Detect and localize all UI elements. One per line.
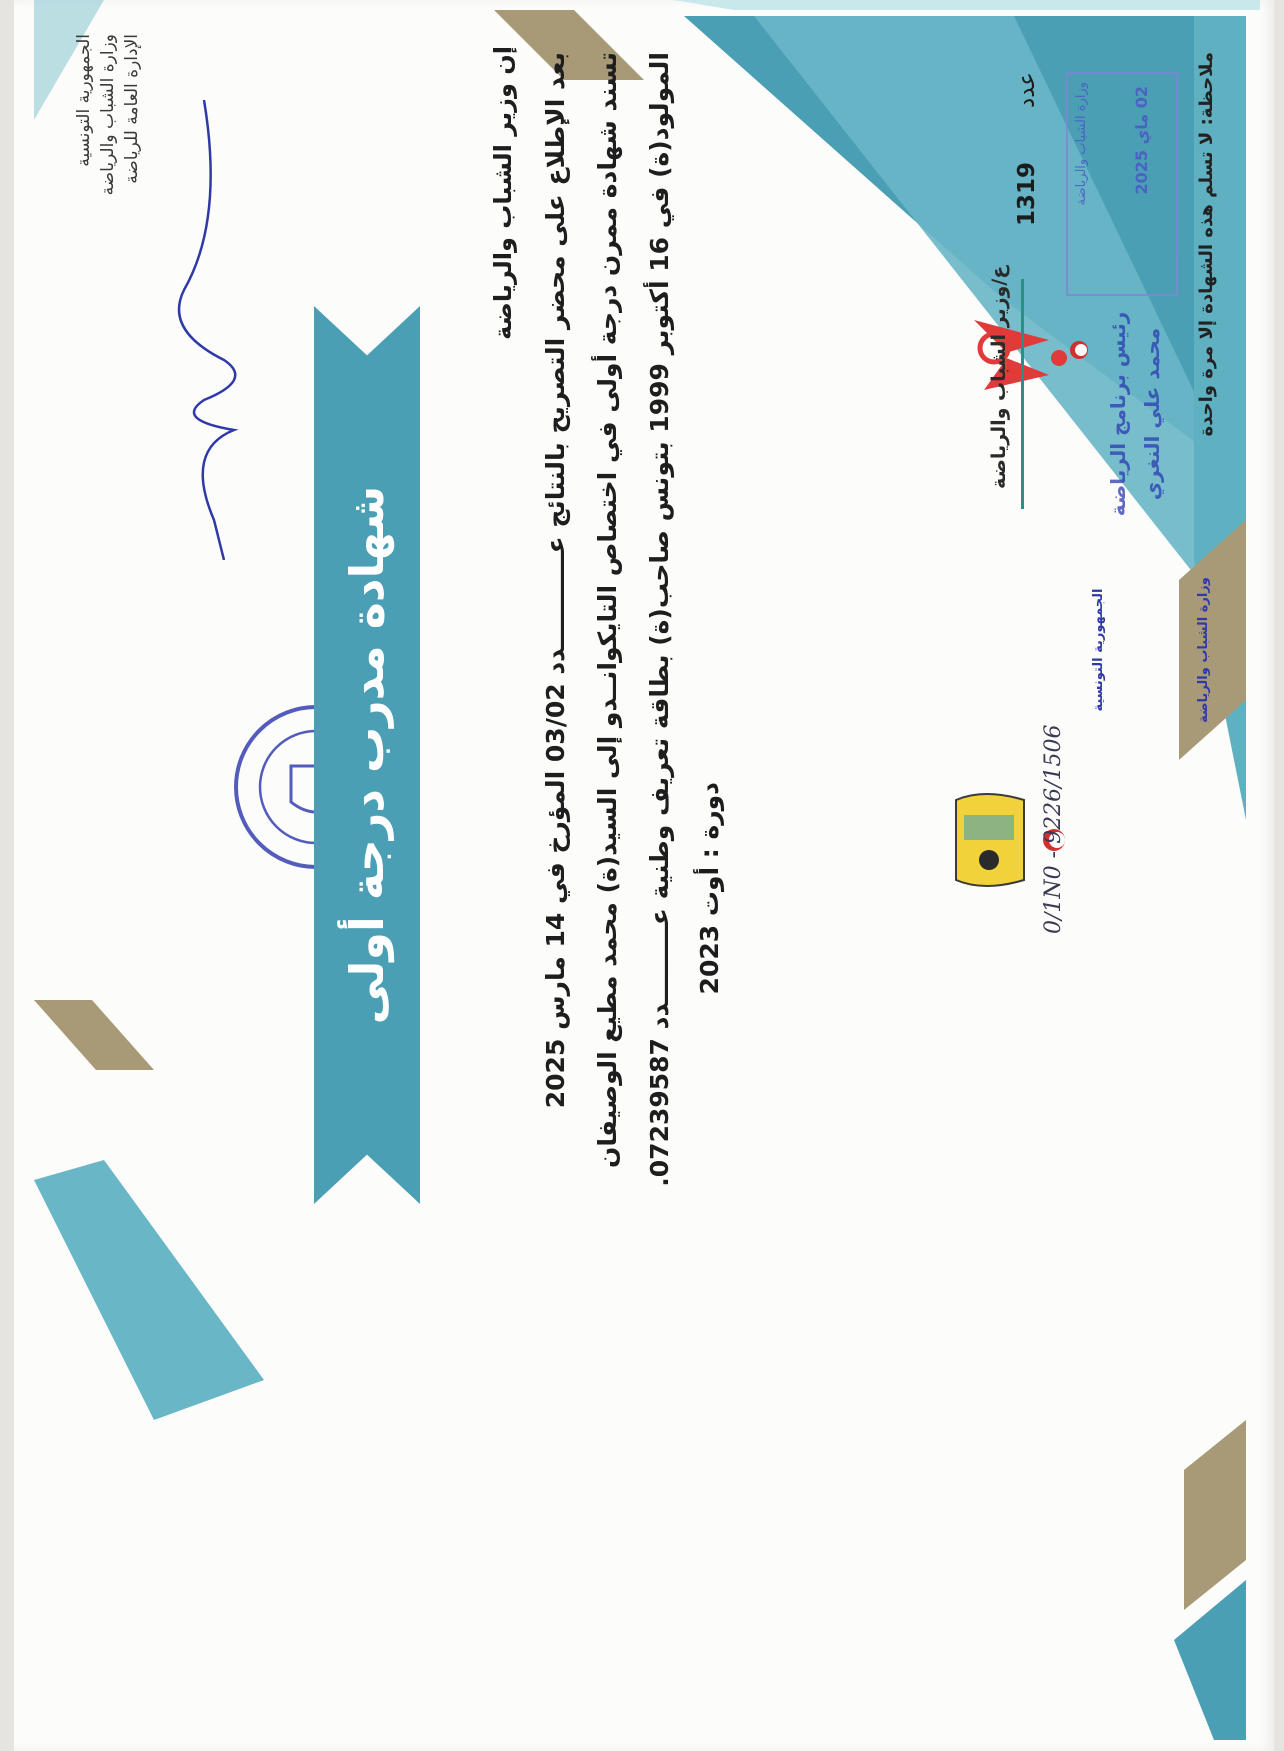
seal-text-top: الجمهورية التونسية — [1091, 588, 1106, 712]
registry-stamp-date: 02 ماي 2025 — [1132, 86, 1151, 195]
body-line-1: بعد الإطلاع على محضر التصريح بالنتائج عـــــــــــدد 03/02 المؤرخ في 14 مارس 2025 — [541, 52, 570, 1109]
country-name: الجمهورية التونسية — [74, 34, 94, 167]
number-label: عدد — [1014, 72, 1040, 109]
seal-text-bottom: وزارة الشباب والرياضة — [1196, 577, 1211, 723]
body-line-2: تسند شهادة ممرن درجة أولى في اختصاص التايكوانــدو إلى السيد(ة) محمد مطيع الوصيفان — [593, 52, 622, 1169]
session-line: دورة : أوت 2023 — [695, 782, 724, 995]
issuer-line: إن وزير الشباب والرياضة — [489, 46, 517, 340]
number-value: 1319 — [1014, 162, 1040, 227]
footer-note: ملاحظة: لا تسلم هذه الشهادة إلا مرة واحدة — [1196, 52, 1217, 437]
registry-stamp — [1066, 72, 1178, 296]
teal-band-top — [674, 0, 1260, 10]
ministry-name: وزارة الشباب والرياضة — [98, 34, 118, 196]
header-block — [72, 34, 144, 274]
signature-stamp-name: محمد علي النغري — [1140, 327, 1164, 501]
certificate-title: شهادة مدرب درجة أولى — [340, 485, 394, 1025]
signature-stamp-role: رئيس برنامج الرياضة — [1106, 311, 1130, 517]
certificate-page — [14, 0, 1274, 1751]
signer-title: ع/وزير الشباب والرياضة — [988, 265, 1010, 489]
signer-underline — [1021, 279, 1024, 509]
handwritten-reference: 0∕1N0 - 9226∕1506 — [1041, 724, 1066, 934]
registry-stamp-org: وزارة الشباب والرياضة — [1074, 82, 1089, 206]
body-line-3: المولود(ة) في 16 أكتوبر 1999 بتونس صاحب(ة) بطاقة تعريف وطنية عـــــــــدد 07239587. — [645, 52, 674, 1187]
certificate-content — [36, 12, 1276, 1739]
department-name: الإدارة العامة للرياضة — [122, 34, 142, 184]
